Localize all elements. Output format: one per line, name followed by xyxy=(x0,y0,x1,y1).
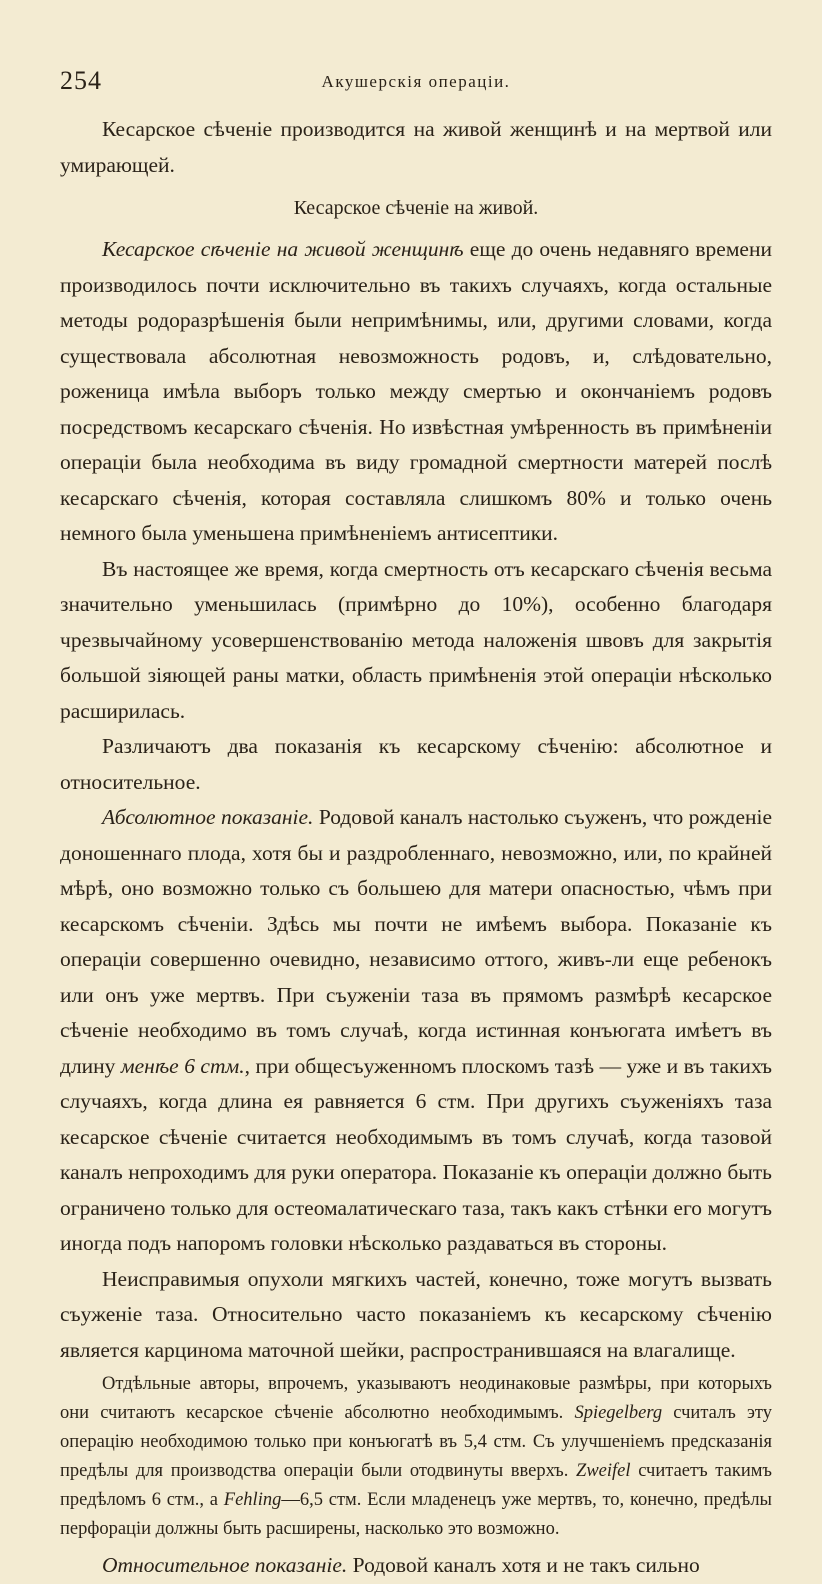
note-text: Отдѣльные авторы, впрочемъ, указываютъ неодинаковые размѣры, при которыхъ они считаютъ кесарское сѣченіе абсолютно необходимымъ. xyxy=(60,1374,772,1423)
page-content xyxy=(60,112,772,1584)
italic-measure: менѣе 6 стм. xyxy=(120,1053,245,1078)
paragraph-text: Родовой каналъ настолько съуженъ, что рожденіе доношеннаго плода, хотя бы и раздробленнаго, невозможно, или, по крайней мѣрѣ, оно возможно только съ большею для матери опасностью, чѣмъ при кесарскомъ сѣченіи. Здѣсь мы почти не имѣемъ выбора. Показаніе къ операціи совершенно очевидно, независимо оттого, живъ-ли еще ребенокъ или онъ уже мертвъ. При съуженіи таза въ прямомъ размѣрѣ кесарское сѣченіе необходимо въ томъ случаѣ, когда истинная конъюгата имѣетъ въ длину xyxy=(60,805,773,1078)
paragraph-text: , при общесъуженномъ плоскомъ тазѣ — уже и въ такихъ случаяхъ, когда длина ея равняется 6 стм. При другихъ съуженіяхъ таза кесарское сѣченіе считается необходимымъ въ томъ случаѣ, когда тазовой каналъ непроходимъ для руки оператора. Показаніе къ операціи должно быть ограничено только для остеомалатическаго таза, такъ какъ стѣнки его могутъ иногда подъ напоромъ головки нѣсколько раздаваться въ стороны. xyxy=(60,1053,772,1255)
author-name: Zweifel xyxy=(576,1461,631,1481)
note-text: считалъ эту операцію необходимою только при конъюгатѣ въ 5,4 стм. Съ улучшеніемъ предсказанія предѣлы для производства операціи были отодвинуты вверхъ. xyxy=(60,1403,773,1481)
paragraph-history xyxy=(60,232,772,552)
paragraph-tumors: Неисправимыя опухоли мягкихъ частей, конечно, тоже могутъ вызвать съуженіе таза. Относительно часто показаніемъ къ кесарскому сѣченію является карцинома маточной шейки, распространившаяся на влагалище. xyxy=(60,1266,772,1362)
italic-lead: Абсолютное показаніе. xyxy=(102,805,314,829)
section-heading: Кесарское сѣченіе на живой. xyxy=(293,197,539,219)
note-text: считаетъ такимъ предѣломъ 6 стм., а xyxy=(60,1461,772,1510)
page-number: 254 xyxy=(60,66,102,95)
paragraph-text: еще до очень недавняго времени производилось почти исключительно въ такихъ случаяхъ, когда остальные методы родоразрѣшенія были непримѣнимы, или, другими словами, когда существовала абсолютная невозможность родовъ, и, слѣдовательно, роженица имѣла выборъ только между смертью и окончаніемъ родовъ посредствомъ кесарскаго сѣченія. Но извѣстная умѣренность въ примѣненіи операціи была необходима въ виду громадной смертности матерей послѣ кесарскаго сѣченія, которая составляла слишкомъ 80% и только очень немного была уменьшена примѣненіемъ антисептики. xyxy=(60,237,772,545)
paragraph-absolute-indication xyxy=(60,800,772,1262)
paragraph-present-day: Въ настоящее же время, когда смертность отъ кесарскаго сѣченія весьма значительно уменьшилась (примѣрно до 10%), особенно благодаря чрезвычайному усовершенствованію метода наложенія швовъ для закрытія большой зіяющей раны матки, область примѣненія этой операціи нѣсколько расширилась. xyxy=(60,556,772,723)
italic-lead: Относительное показаніе. xyxy=(102,1553,348,1577)
author-name: Fehling xyxy=(223,1490,282,1510)
paragraph-text: Родовой каналъ хотя и не такъ сильно xyxy=(347,1553,700,1577)
paragraph-relative-indication xyxy=(60,1548,772,1584)
page-header xyxy=(60,66,772,96)
note-text: —6,5 стм. Если младенецъ уже мертвъ, то, конечно, предѣлы перфораціи должны быть расширены, насколько это возможно. xyxy=(60,1490,772,1539)
paragraph-indications: Различаютъ два показанія къ кесарскому сѣченію: абсолютное и относительное. xyxy=(60,734,772,794)
italic-lead: Кесарское сѣченіе на живой женщинѣ xyxy=(102,237,464,261)
small-print-note xyxy=(60,1370,772,1544)
running-title: Акушерскія операціи. xyxy=(321,72,511,91)
author-name: Spiegelberg xyxy=(574,1403,663,1423)
paragraph-intro: Кесарское сѣченіе производится на живой женщинѣ и на мертвой или умирающей. xyxy=(60,117,772,177)
